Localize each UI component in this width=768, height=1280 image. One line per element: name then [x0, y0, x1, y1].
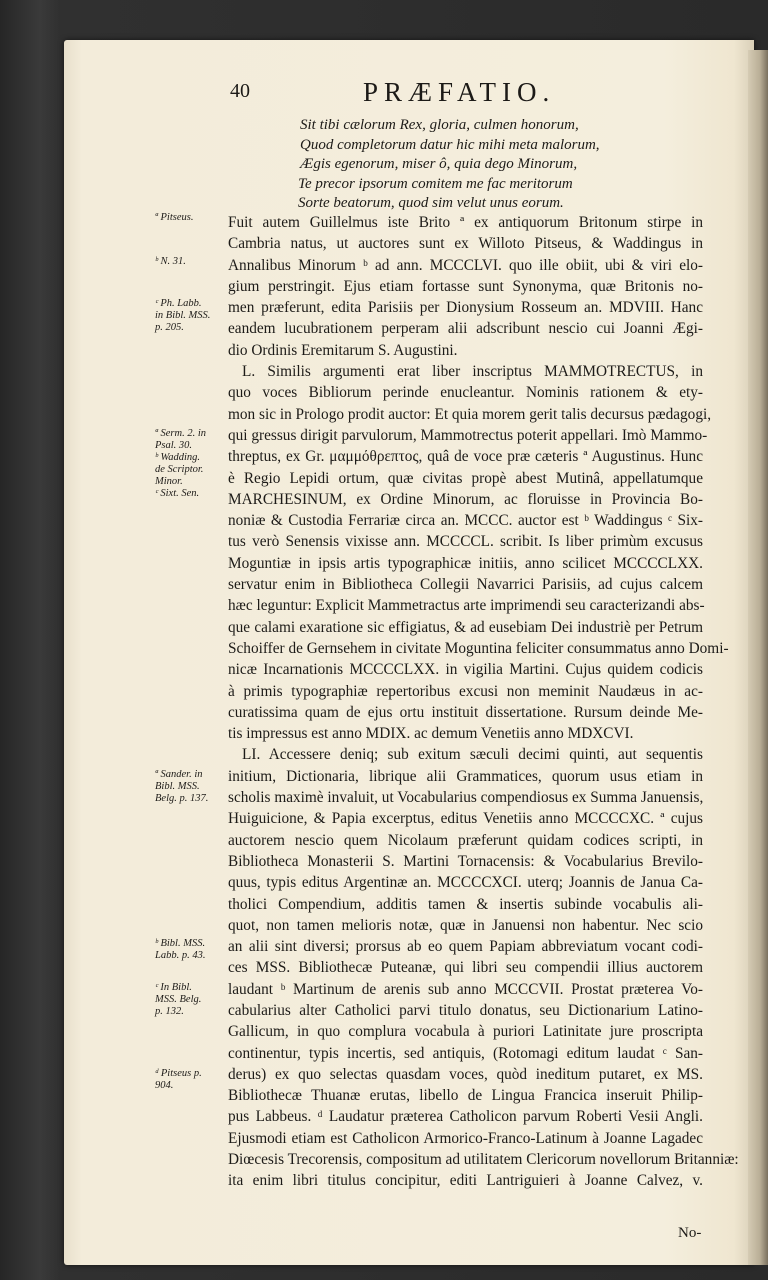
- verse-line: Sit tibi cælorum Rex, gloria, culmen honorum,: [300, 117, 579, 133]
- verse-line: Sorte beatorum, quod sim velut unus eorum.: [298, 195, 564, 211]
- text-line: curatissima quam de ejus ortu instituit dissertatione. Rursum deinde Me-: [228, 703, 703, 721]
- margin-note: ª Pitseus.: [155, 212, 194, 223]
- page-header: [230, 77, 650, 120]
- text-line: que calami exaratione sic effigiatus, & ad eusebiam Dei industriè per Petrum: [228, 618, 703, 636]
- margin-note: ᶜ Ph. Labb. in Bibl. MSS. p. 205.: [155, 298, 211, 333]
- text-line: laudant ᵇ Martinum de arenis sub anno MCCCVII. Prostat præterea Vo-: [228, 980, 703, 998]
- text-line: MARCHESINUM, ex Ordine Minorum, ac floruisse in Provincia Bo-: [228, 490, 703, 508]
- text-line: mon sic in Prologo prodit auctor: Et quia morem gerit talis decursus pædagogi,: [228, 405, 712, 423]
- text-line: tis impressus est anno MDIX. ac demum Venetiis anno MDXCVI.: [228, 725, 634, 743]
- text-line: servatur enim in Bibliotheca Collegii Navarrici Parisiis, ad cujus calcem: [228, 576, 703, 594]
- verse-line: Ægis egenorum, miser ô, quia dego Minorum,: [300, 156, 578, 172]
- margin-note: ᵇ Bibl. MSS. Labb. p. 43.: [155, 938, 206, 961]
- text-line: cabularius alter Catholici parvi titulo donatus, seu Dictionarium Latino-: [228, 1001, 703, 1019]
- text-line: Cambria natus, ut auctores sunt ex Willoto Pitseus, & Waddingus in: [228, 235, 703, 253]
- text-line: hæc leguntur: Explicit Mammetractus arte imprimendi seu caracterizandi abs-: [228, 597, 705, 615]
- text-line: Annalibus Minorum ᵇ ad ann. MCCCLVI. quo ille obiit, ubi & viri elo-: [228, 256, 703, 274]
- page-number: 40: [230, 80, 250, 102]
- text-line: qui gressus dirigit parvulorum, Mammotrectus poterit appellari. Imò Mammo-: [228, 426, 708, 444]
- text-line: quo voces Bibliorum perinde enucleantur. Nominis rationem & ety-: [228, 384, 703, 402]
- margin-note: ᶜ In Bibl. MSS. Belg. p. 132.: [155, 982, 202, 1017]
- text-line: scholis maximè invaluit, ut Vocabularius compendiosus ex Summa Januensis,: [228, 789, 704, 807]
- text-line: Huiguicione, & Papia excerptus, editus Venetiis anno MCCCCXC. ª cujus: [228, 810, 703, 828]
- verse-line: Quod completorum datur hic mihi meta malorum,: [300, 136, 600, 153]
- text-line: Moguntiæ in ipsis artis typographicæ initiis, anno scilicet MCCCCLXX.: [228, 554, 703, 572]
- margin-note: ª Sander. in Bibl. MSS. Belg. p. 137.: [155, 769, 209, 804]
- text-line: tholici Compendium, additis tamen & insertis subinde vocabulis ali-: [228, 895, 703, 913]
- text-line: Diœcesis Trecorensis, compositum ad utilitatem Clericorum novellorum Britanniæ:: [228, 1151, 739, 1169]
- text-line: pus Labbeus. ᵈ Laudatur præterea Catholicon parvum Roberti Vesii Angli.: [228, 1108, 703, 1126]
- text-line: eandem lucubrationem perperam alii adscribunt nescio cui Joanni Ægi-: [228, 320, 703, 338]
- margin-note: ᵈ Pitseus p. 904.: [155, 1068, 202, 1091]
- catchword: No-: [678, 1225, 702, 1241]
- page-edge: [748, 50, 768, 1265]
- text-line: à primis typographiæ repertoribus excusi non meminit Naudæus in ac-: [228, 682, 703, 700]
- text-line: è Regio Lepidi ortum, quæ civitas propè abest Mutinâ, appellatumque: [228, 469, 703, 487]
- text-line: Bibliothecæ Thuanæ erutas, libello de Lingua Francica inseruit Philip-: [228, 1087, 703, 1105]
- running-title: PRÆFATIO.: [363, 77, 556, 107]
- text-line: an alii sint diversi; prorsus ab eo quem Papiam abbreviatum vocant codi-: [228, 938, 703, 956]
- text-line: auctorem nescio quem Nicolaum præferunt quidam codices scripti, in: [228, 831, 703, 849]
- text-line: Ejusmodi etiam est Catholicon Armorico-Franco-Latinum à Joanne Lagadec: [228, 1129, 703, 1147]
- text-line: Bibliotheca Monasterii S. Martini Tornacensis: & Vocabularius Brevilo-: [228, 852, 703, 870]
- text-line: men præferunt, edita Parisiis per Dionysium Rosseum an. MDVIII. Hanc: [228, 299, 703, 317]
- text-line: Fuit autem Guillelmus iste Brito ª ex antiquorum Britonum stirpe in: [228, 214, 703, 231]
- text-line: threptus, ex Gr. μαμμόθρεπτος, quâ de voce præ cæteris ª Augustinus. Hunc: [228, 448, 703, 466]
- text-line: quot, non tamen melioris notæ, quæ in Januensi non habentur. Nec scio: [228, 916, 703, 934]
- text-line: ces MSS. Bibliothecæ Puteanæ, qui libri seu compendii illius auctorem: [228, 959, 703, 977]
- text-line: quus, typis editus Argentinæ an. MCCCCXCI. uterq; Joannis de Janua Ca-: [228, 874, 703, 892]
- text-line: L. Similis argumenti erat liber inscriptus MAMMOTRECTUS, in: [242, 363, 703, 381]
- text-line: Gallicum, in quo complura vocabula à puriori Latinitate jure proscripta: [228, 1023, 703, 1041]
- text-line: ita enim libri titulus concipitur, editi Lantriguieri à Joanne Calvez, v.: [228, 1172, 703, 1190]
- text-line: gium perstringit. Ejus etiam fortasse sunt Synonyma, quæ Britonis no-: [228, 277, 703, 295]
- text-line: nicæ Incarnationis MCCCCLXX. in vigilia Martini. Cujus quidem codicis: [228, 661, 703, 679]
- verse-line: Te precor ipsorum comitem me fac meritorum: [298, 175, 573, 192]
- margin-note: ª Serm. 2. in Psal. 30. ᵇ Wadding. de Scriptor. Minor. ᶜ Sixt. Sen.: [155, 428, 207, 499]
- text-line: Schoiffer de Gernsehem in civitate Moguntina feliciter consummatus anno Domi-: [228, 639, 729, 657]
- text-line: dio Ordinis Eremitarum S. Augustini.: [228, 341, 458, 359]
- verse-block: [300, 116, 700, 214]
- text-line: LI. Accessere deniq; sub exitum sæculi decimi quinti, aut sequentis: [242, 746, 703, 764]
- text-line: noniæ & Custodia Ferrariæ circa an. MCCC. auctor est ᵇ Waddingus ᶜ Six-: [228, 512, 703, 530]
- text-line: derus) ex quo selectas quasdam voces, quòd ineditum putaret, ex MS.: [228, 1065, 703, 1083]
- text-line: tus verò Senensis vixisse ann. MCCCCL. scribit. Is liber primùm excusus: [228, 533, 703, 551]
- text-line: continentur, typis incertis, sed antiquis, (Rotomagi editum laudat ᶜ San-: [228, 1044, 703, 1062]
- text-line: initium, Dictionaria, librique alii Grammatices, quorum usus etiam in: [228, 767, 703, 785]
- margin-note: ᵇ N. 31.: [155, 256, 186, 267]
- body-text: [228, 212, 739, 1192]
